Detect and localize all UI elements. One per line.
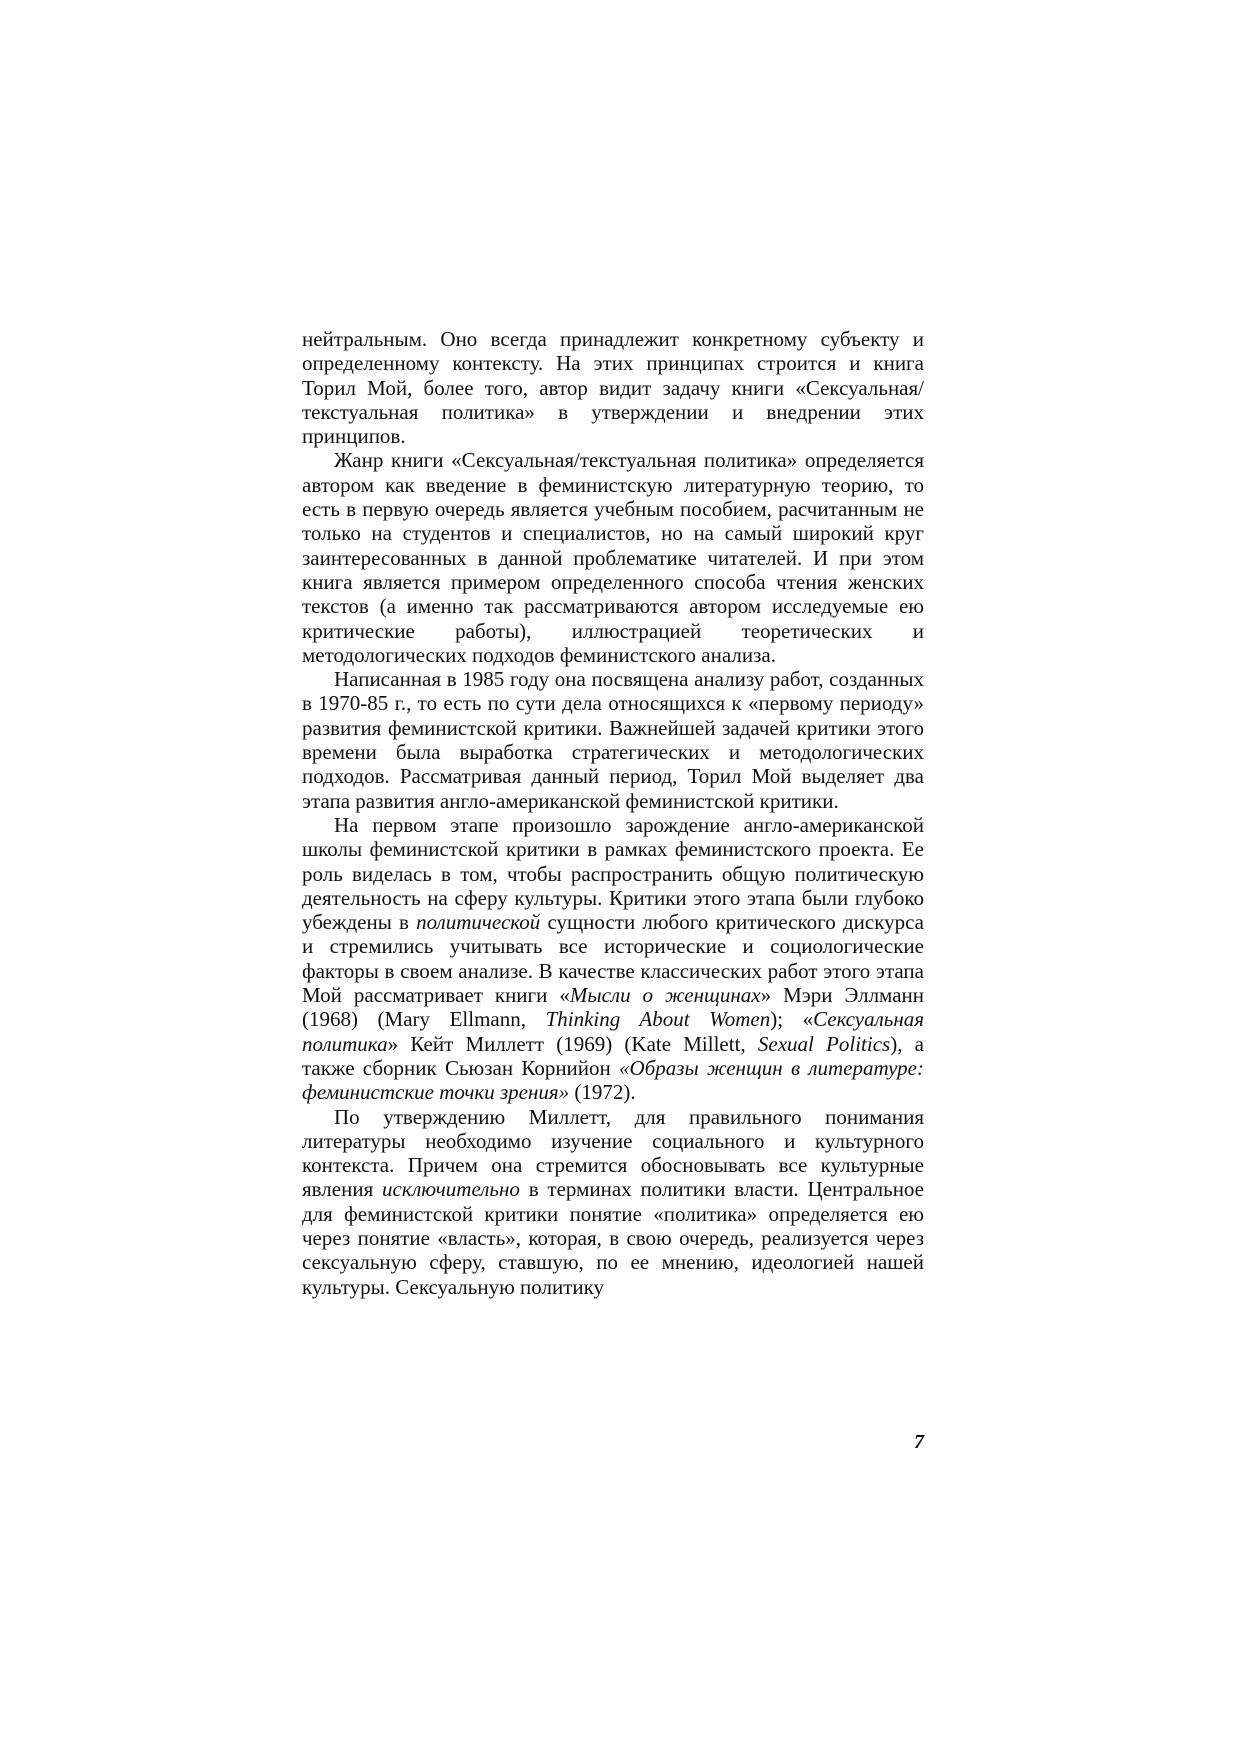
paragraph-4 bbox=[302, 813, 924, 1105]
book-title-thinking-about-women: Thinking About Women bbox=[545, 1007, 771, 1032]
text-run: (1972). bbox=[569, 1080, 636, 1105]
book-title-ellmann: Мысли о женщинах bbox=[569, 983, 761, 1008]
page-number: 7 bbox=[914, 1431, 924, 1453]
text-run: сущности любого критического дискурса и стремились учитывать все исторические и социологические факторы в своем анализе. В качестве классических работ этого этапа Мой рассматривает книги « bbox=[302, 910, 924, 1008]
italic-run: политической bbox=[416, 910, 541, 935]
text-run: ); « bbox=[770, 1007, 814, 1032]
book-title-cornillon: «Образы женщин в литературе: феминистские точки зрения» bbox=[302, 1055, 924, 1105]
text-run: » Кейт Миллетт (1969) (Kate Millett, bbox=[387, 1031, 758, 1056]
text-run: ), а также сборник Сьюзан Корнийон bbox=[302, 1031, 924, 1080]
paragraph-5 bbox=[302, 1105, 924, 1299]
paragraph-2: Жанр книги «Сексуальная/текстуальная политика» определяется автором как введение в феминистскую литературную теорию, то есть в первую очередь является учебным пособием, расчитанным не только на студентов и специалистов, но на самый широкий круг заинтересованных в данной проблематике читателей. И при этом книга является примером определенного способа чтения женских текстов (а именно так рассматриваются автором исследуемые ею критические работы), иллюстрацией теоретических и методологических подходов феминистского анализа. bbox=[302, 448, 924, 667]
text-run: На первом этапе произошло зарождение англо-американской школы феминистской критики в рамках феминистского проекта. Ее роль виделась в том, чтобы распространить общую политическую деятельность на сферу культуры. Критики этого этапа были глубоко убеждены в bbox=[302, 812, 924, 935]
book-title-millett: Сексуальная политика bbox=[302, 1007, 925, 1056]
italic-run: исключительно bbox=[382, 1177, 520, 1202]
page-body bbox=[302, 327, 924, 1299]
paragraph-1: нейтральным. Оно всегда принадлежит конкретному субъекту и определенному контексту. На этих принципах строится и книга Торил Мой, более того, автор видит задачу книги «Сексуальная/текстуальная политика» в утверждении и внедрении этих принципов. bbox=[302, 327, 924, 449]
book-title-sexual-politics: Sexual Politics bbox=[757, 1031, 891, 1056]
text-run: По утверждению Миллетт, для правильного понимания литературы необходимо изучение социального и культурного контекста. Причем она стремится обосновывать все культурные явления bbox=[302, 1104, 924, 1202]
paragraph-3: Написанная в 1985 году она посвящена анализу работ, созданных в 1970-85 г., то есть по сути дела относящихся к «первому периоду» развития феминистской критики. Важнейшей задачей критики этого времени была выработка стратегических и методологических подходов. Рассматривая данный период, Торил Мой выделяет два этапа развития англо-американской феминистской критики. bbox=[302, 667, 924, 813]
text-run: » Мэри Эллманн (1968) (Mary Ellmann, bbox=[302, 983, 924, 1032]
text-run: в терминах политики власти. Центральное для феминистской критики понятие «политика» определяется ею через понятие «власть», которая, в свою очередь, реализуется через сексуальную сферу, ставшую, по ее мнению, идеологией нашей культуры. Сексуальную политику bbox=[302, 1177, 925, 1299]
